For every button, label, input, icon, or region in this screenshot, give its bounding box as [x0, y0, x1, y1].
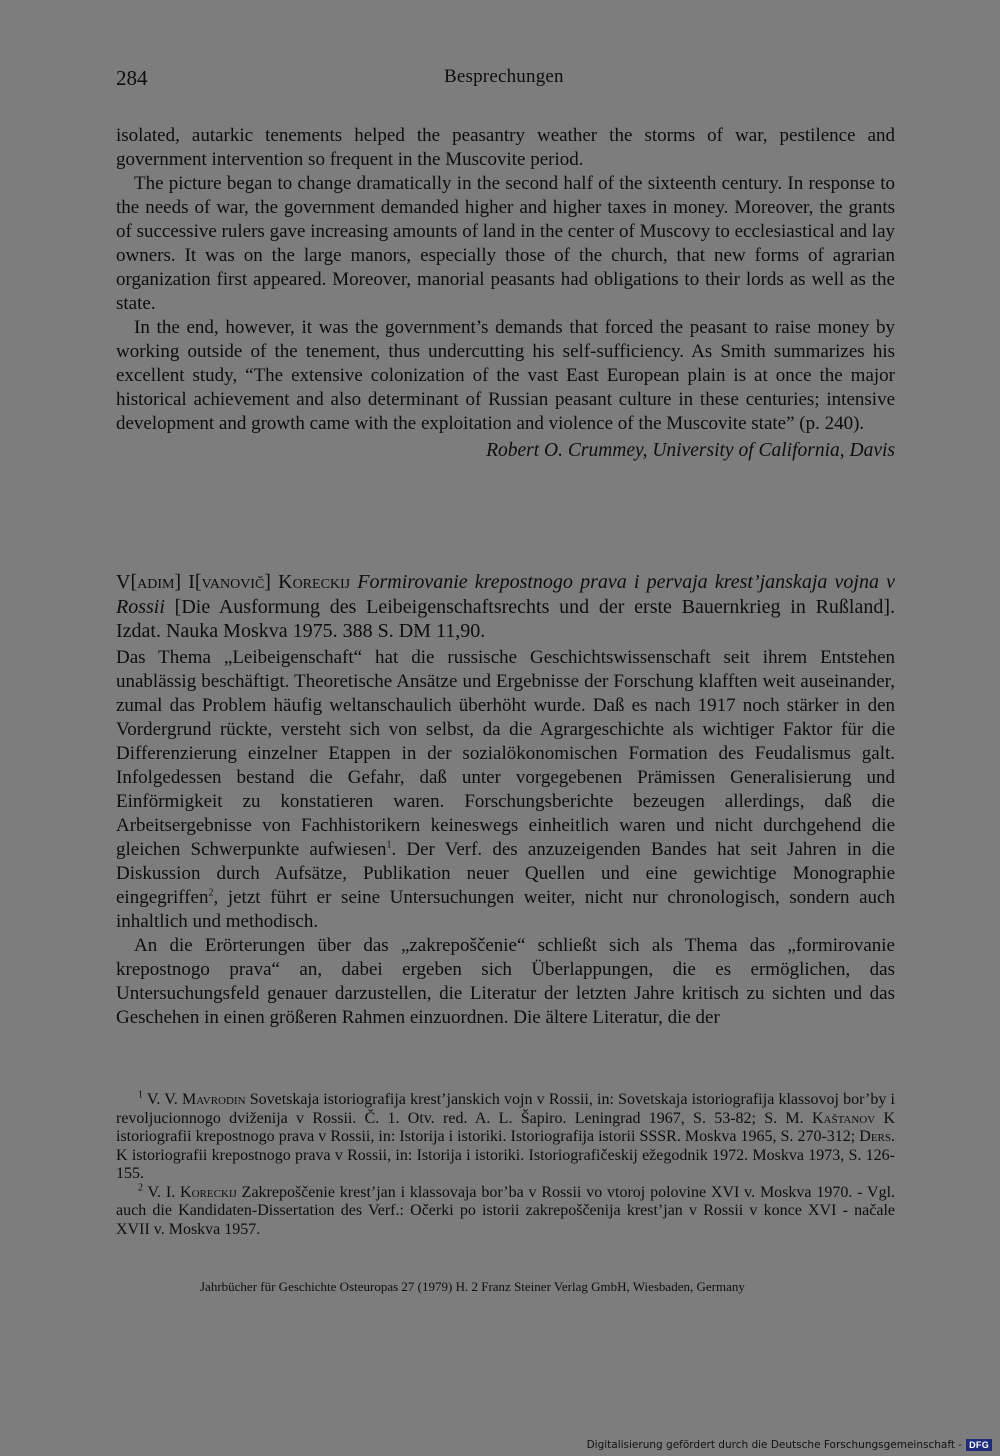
page-number: 284	[116, 66, 148, 90]
book-title: Formirovanie krepostnogo prava i pervaja krest’janskaja vojna v Rossii	[116, 571, 895, 618]
footnote: $^2$ V. I. Koreckij Zakrepoščenie krest’jan i klassovaja bor’ba v Rossii vo vtoroj polovine XVI v. Moskva 1970. - Vgl. auch die Kandidaten-Dissertation des Verf.: Očerki po istorii zakrepoščenija krest’jan v Rossii v konce XVI - načale XVII v. Moskva 1957.	[116, 1182, 896, 1238]
running-head: Besprechungen	[444, 66, 564, 87]
dfg-logo-icon: DFG	[966, 1439, 992, 1451]
paragraph: In the end, however, it was the government’s demands that forced the peasant to raise money by working outside of the tenement, thus undercutting his self-sufficiency. As Smith summarizes his excellent study, “The extensive colonization of the vast East European plain is at once the major historical achievement and also determinant of Russian peasant culture in these centuries; intensive development and growth came with the exploitation and violence of the Muscovite state” (p. 240).	[116, 317, 895, 434]
footnote-ref: 2	[208, 887, 214, 899]
digitization-note: Digitalisierung gefördert durch die Deutsche Forschungsgemeinschaft -	[586, 1439, 963, 1451]
book-details: [Die Ausformung des Leibeigenschaftsrechts und der erste Bauernkrieg in Rußland]. Izdat. Nauka Moskva 1975. 388 S. DM 11,90.	[116, 595, 896, 642]
footnotes	[116, 1091, 895, 1239]
book-author: V[adim] I[vanovič] Koreckij	[116, 571, 351, 593]
paragraph: Das Thema „Leibeigenschaft“ hat die russische Geschichtswissenschaft seit ihrem Entstehen unablässig beschäftigt. Theoretische Ansätze und Ergebnisse der Forschung klafften weit auseinander, zumal das Problem häufig weltanschaulich überhöht wurde. Daß es nach 1917 noch stärker in den Vordergrund rückte, versteht sich von selbst, da die Agrargeschichte als wichtiger Faktor für die Differenzierung einzelner Etappen in der sozialökonomischen Formation des Feudalismus galt. Infolgedessen bestand die Gefahr, daß unter vorgegebenen Prämissen Generalisierung und Einförmigkeit zu konstatieren waren. Forschungsberichte bezeugen allerdings, daß die Arbeitsergebnisse von Fachhistorikern keineswegs einheitlich waren und nicht durchgehend die gleichen Schwerpunkte aufwiesen$^1$. Der Verf. des anzuzeigenden Bandes hat seit Jahren in die Diskussion durch Aufsätze, Publikation neuer Quellen und eine gewichtige Monographie eingegriffen$^2$, jetzt führt er seine Untersuchungen weiter, nicht nur chronologisch, sondern auch inhaltlich und methodisch.	[116, 647, 895, 932]
footnote-ref: 1	[386, 839, 392, 851]
previous-review-ending	[116, 124, 895, 463]
footnote: $^1$ V. V. Mavrodin Sovetskaja istoriografija krest’janskich vojn v Rossii, in: Sovetskaja istoriografija klassovoj bor’by i revoljucionnogo dviženija v Rossii. Č. 1. Otv. red. A. L. Šapiro. Leningrad 1967, S. 53-82; S. M. Kaštanov K istoriografii krepostnogo prava v Rossii, in: Istorija i istoriki. Istoriografija istorii SSSR. Moskva 1965, S. 270-312; Ders. K istoriografii krepostnogo prava v Rossii, in: Istorija i istoriki. Istoriografičeskij ežegodnik 1972. Moskva 1973, S. 126-155.	[116, 1089, 896, 1182]
paragraph: An die Erörterungen über das „zakrepoščenie“ schließt sich als Thema das „formirovanie krepostnogo prava“ an, dabei ergeben sich Überlappungen, die es ermöglichen, das Untersuchungsfeld genauer darzustellen, die Literatur der letzten Jahre kritisch zu sichten und das Geschehen in einen größeren Rahmen einzuordnen. Die ältere Literatur, die der	[116, 935, 895, 1028]
reviewer-signature: Robert O. Crummey, University of California, Davis	[486, 440, 895, 461]
paragraph: isolated, autarkic tenements helped the peasantry weather the storms of war, pestilence and government intervention so frequent in the Muscovite period.	[116, 125, 895, 170]
digitization-credit	[587, 1439, 992, 1451]
review-heading	[116, 570, 895, 644]
paragraph: The picture began to change dramatically in the second half of the sixteenth century. In response to the needs of war, the government demanded higher and higher taxes in money. Moreover, the grants of successive rulers gave increasing amounts of land in the center of Muscovy to ecclesiastical and lay owners. It was on the large manors, especially those of the church, that new forms of agrarian organization first appeared. Moreover, manorial peasants had obligations to their lords as well as the state.	[116, 173, 895, 314]
journal-footer: Jahrbücher für Geschichte Osteuropas 27 (1979) H. 2 Franz Steiner Verlag GmbH, Wiesbaden, Germany	[200, 1279, 745, 1294]
review-body	[116, 646, 895, 1030]
